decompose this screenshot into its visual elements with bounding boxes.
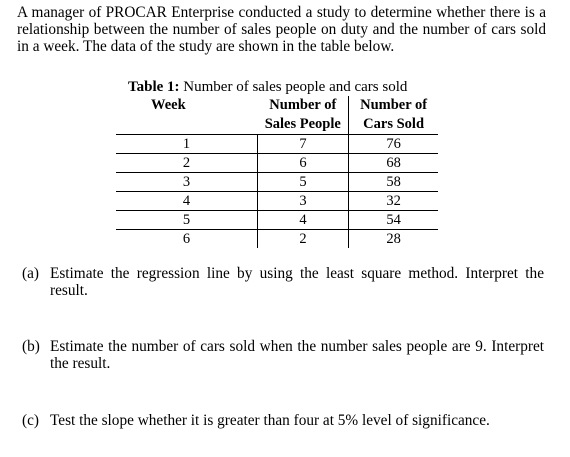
question-label: (b) <box>22 338 40 355</box>
cell-week: 2 <box>116 154 257 173</box>
table-caption-label: Table 1: <box>128 79 180 95</box>
cell-week: 1 <box>116 135 257 154</box>
question-a <box>22 265 544 299</box>
table-row <box>116 230 438 249</box>
cell-cars: 68 <box>349 154 438 173</box>
cell-sales: 4 <box>257 211 348 230</box>
sales-table <box>116 96 438 248</box>
table-row <box>116 192 438 211</box>
table-row <box>116 173 438 192</box>
question-b <box>22 338 544 372</box>
table-row <box>116 211 438 230</box>
cell-week: 6 <box>116 230 257 249</box>
question-text: Test the slope whether it is greater than four at 5% level of significance. <box>50 412 490 429</box>
cell-cars: 54 <box>349 211 438 230</box>
cell-week: 4 <box>116 192 257 211</box>
cell-sales: 5 <box>257 173 348 192</box>
table-header-row <box>116 96 438 135</box>
question-text: Estimate the regression line by using the least square method. Interpret the result. <box>50 265 544 299</box>
question-c <box>22 412 544 429</box>
cell-cars: 58 <box>349 173 438 192</box>
table-row <box>116 135 438 154</box>
table-caption <box>128 79 407 96</box>
cell-sales: 6 <box>257 154 348 173</box>
header-week: Week <box>151 97 186 113</box>
cell-cars: 28 <box>349 230 438 249</box>
question-label: (c) <box>22 412 39 429</box>
question-text: Estimate the number of cars sold when the number sales people are 9. Interpret the result. <box>50 338 544 372</box>
cell-week: 5 <box>116 211 257 230</box>
cell-cars: 76 <box>349 135 438 154</box>
header-cars-sold: Number of Cars Sold <box>349 96 438 135</box>
cell-cars: 32 <box>349 192 438 211</box>
table-row <box>116 154 438 173</box>
cell-sales: 3 <box>257 192 348 211</box>
table-caption-text: Number of sales people and cars sold <box>179 79 408 95</box>
header-sales-people: Number of Sales People <box>264 97 341 132</box>
question-label: (a) <box>22 265 39 282</box>
cell-week: 3 <box>116 173 257 192</box>
cell-sales: 7 <box>257 135 348 154</box>
intro-paragraph: A manager of PROCAR Enterprise conducted a study to determine whether there is a relationship between the number of sales people on duty and the number of cars sold in a week. The data of the study are shown in the table below. <box>17 4 546 55</box>
cell-sales: 2 <box>257 230 348 249</box>
